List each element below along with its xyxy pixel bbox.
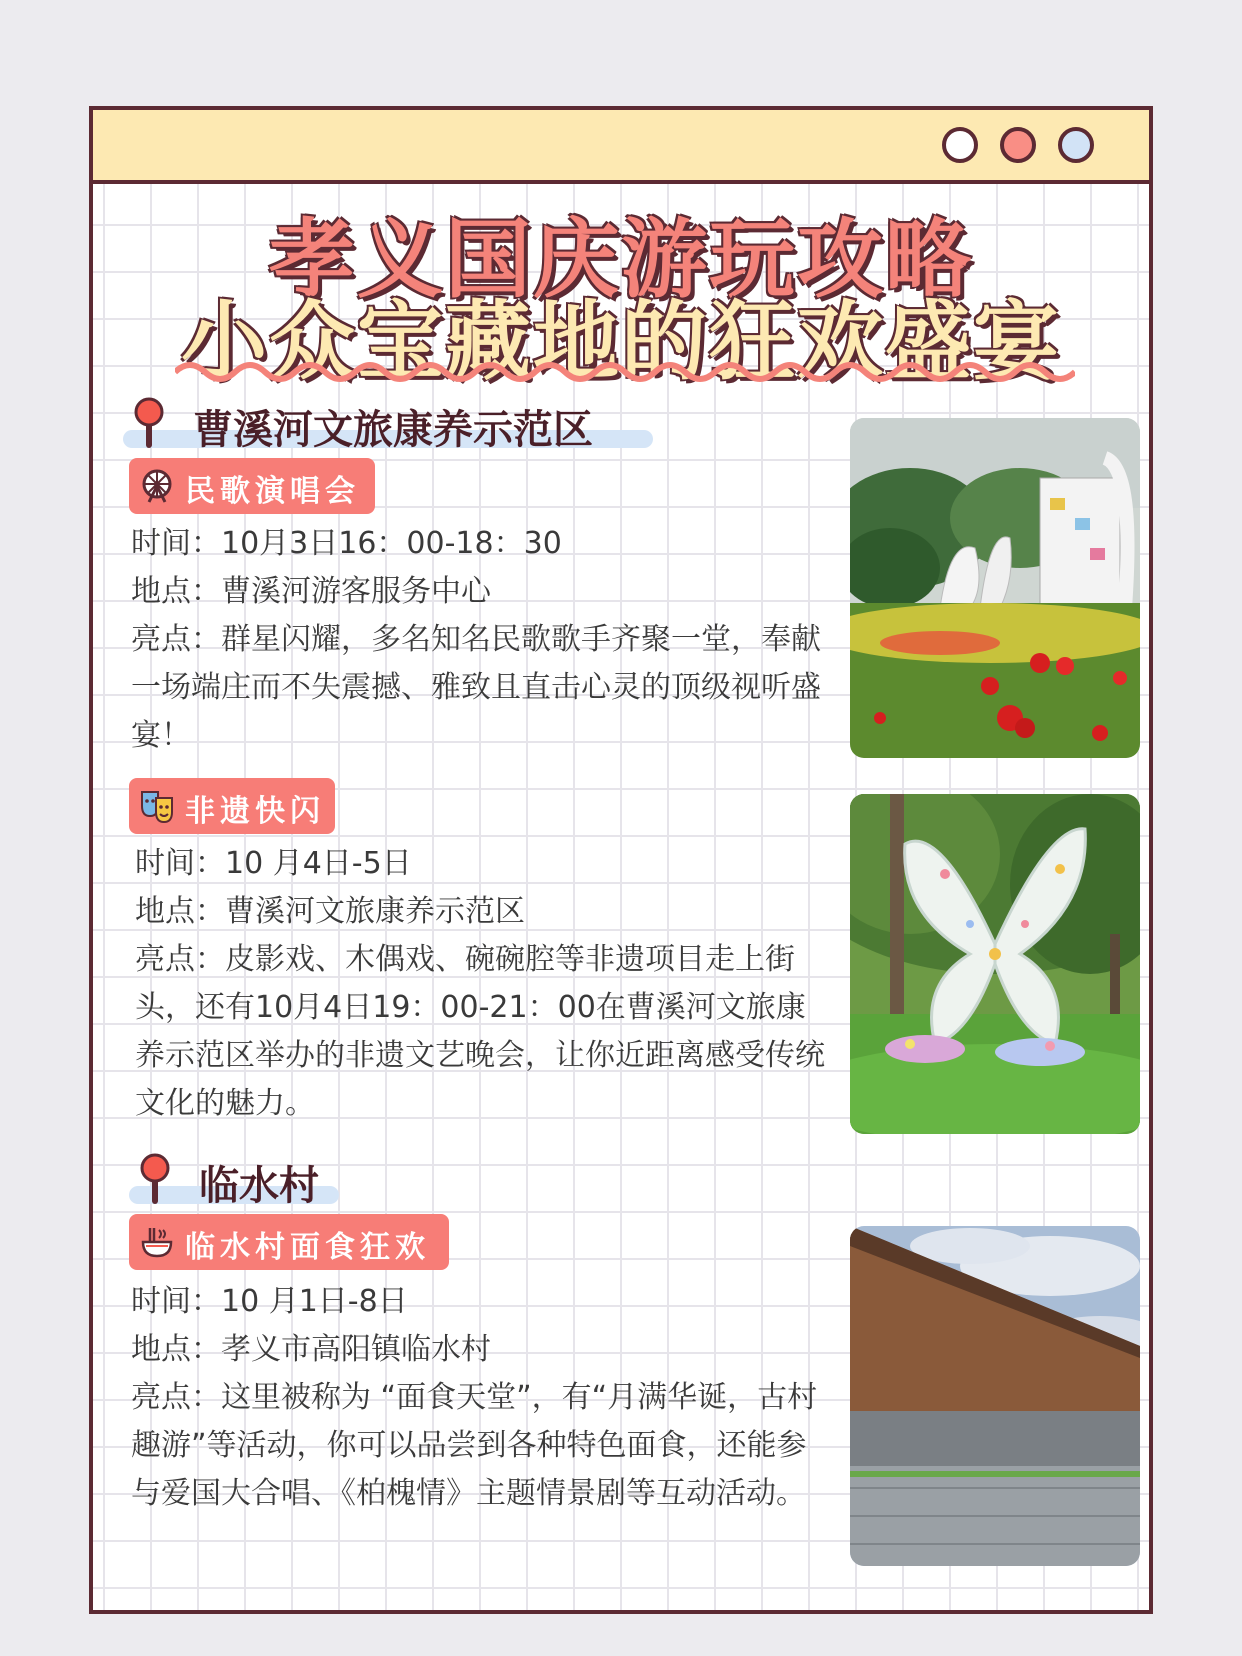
event-place: 地点：曹溪河游客服务中心 (131, 574, 491, 609)
title-wave-underline (175, 360, 1075, 384)
section-title: 临水村 (199, 1163, 319, 1209)
photo-flower-butterfly (850, 794, 1140, 1134)
page-title-line1: 孝义国庆游玩攻略 (269, 210, 973, 310)
event-tag-label: 临水村面食狂欢 (185, 1230, 430, 1265)
event-time: 时间：10 月1日-8日 (131, 1284, 408, 1319)
event-highlight: 亮点：皮影戏、木偶戏、碗碗腔等非遗项目走上街头，还有10月4日19：00-21：00在曹溪河文旅康养示范区举办的非遗文艺晚会，让你近距离感受传统文化的魅力。 (135, 942, 825, 1121)
event-highlight: 亮点：群星闪耀，多名知名民歌歌手齐聚一堂，奉献一场端庄而不失震撼、雅致且直击心灵的顶级视听盛宴！ (131, 622, 821, 753)
section-title: 曹溪河文旅康养示范区 (193, 407, 593, 453)
section-heading-linshui (129, 1150, 339, 1210)
window-dot-blue (1058, 127, 1094, 163)
event-info-folk-concert (131, 520, 821, 760)
section-heading-caoxi (123, 394, 653, 454)
event-time: 时间：10月3日16：00-18：30 (131, 526, 562, 561)
event-tag-folk-concert (129, 458, 375, 514)
ferris-wheel-icon (139, 468, 175, 504)
photo-park-sculpture (850, 418, 1140, 758)
map-pin-icon (133, 396, 165, 450)
event-place: 地点：曹溪河文旅康养示范区 (135, 894, 525, 929)
event-info-heritage-flashmob (135, 840, 825, 1128)
event-highlight: 亮点：这里被称为 “面食天堂”，有“月满华诞，古村趣游”等活动，你可以品尝到各种特色面食，还能参与爱国大合唱、《柏槐情》主题情景剧等互动活动。 (131, 1380, 818, 1511)
event-tag-label: 非遗快闪 (185, 794, 325, 829)
event-time: 时间：10 月4日-5日 (135, 846, 412, 881)
theater-masks-icon (139, 788, 175, 824)
event-place: 地点：孝义市高阳镇临水村 (131, 1332, 491, 1367)
photo-ancient-village (850, 1226, 1140, 1566)
poster-card (89, 106, 1153, 1614)
page-title-line2: 小众宝藏地的狂欢盛宴 (181, 292, 1061, 392)
event-tag-heritage-flashmob (129, 778, 335, 834)
window-top-bar (93, 110, 1149, 184)
event-tag-noodle-carnival (129, 1214, 449, 1270)
window-dot-coral (1000, 127, 1036, 163)
window-dot-white (942, 127, 978, 163)
event-info-noodle-carnival (131, 1278, 821, 1518)
noodle-bowl-icon (139, 1224, 175, 1260)
event-tag-label: 民歌演唱会 (185, 474, 360, 509)
map-pin-icon (139, 1152, 171, 1206)
